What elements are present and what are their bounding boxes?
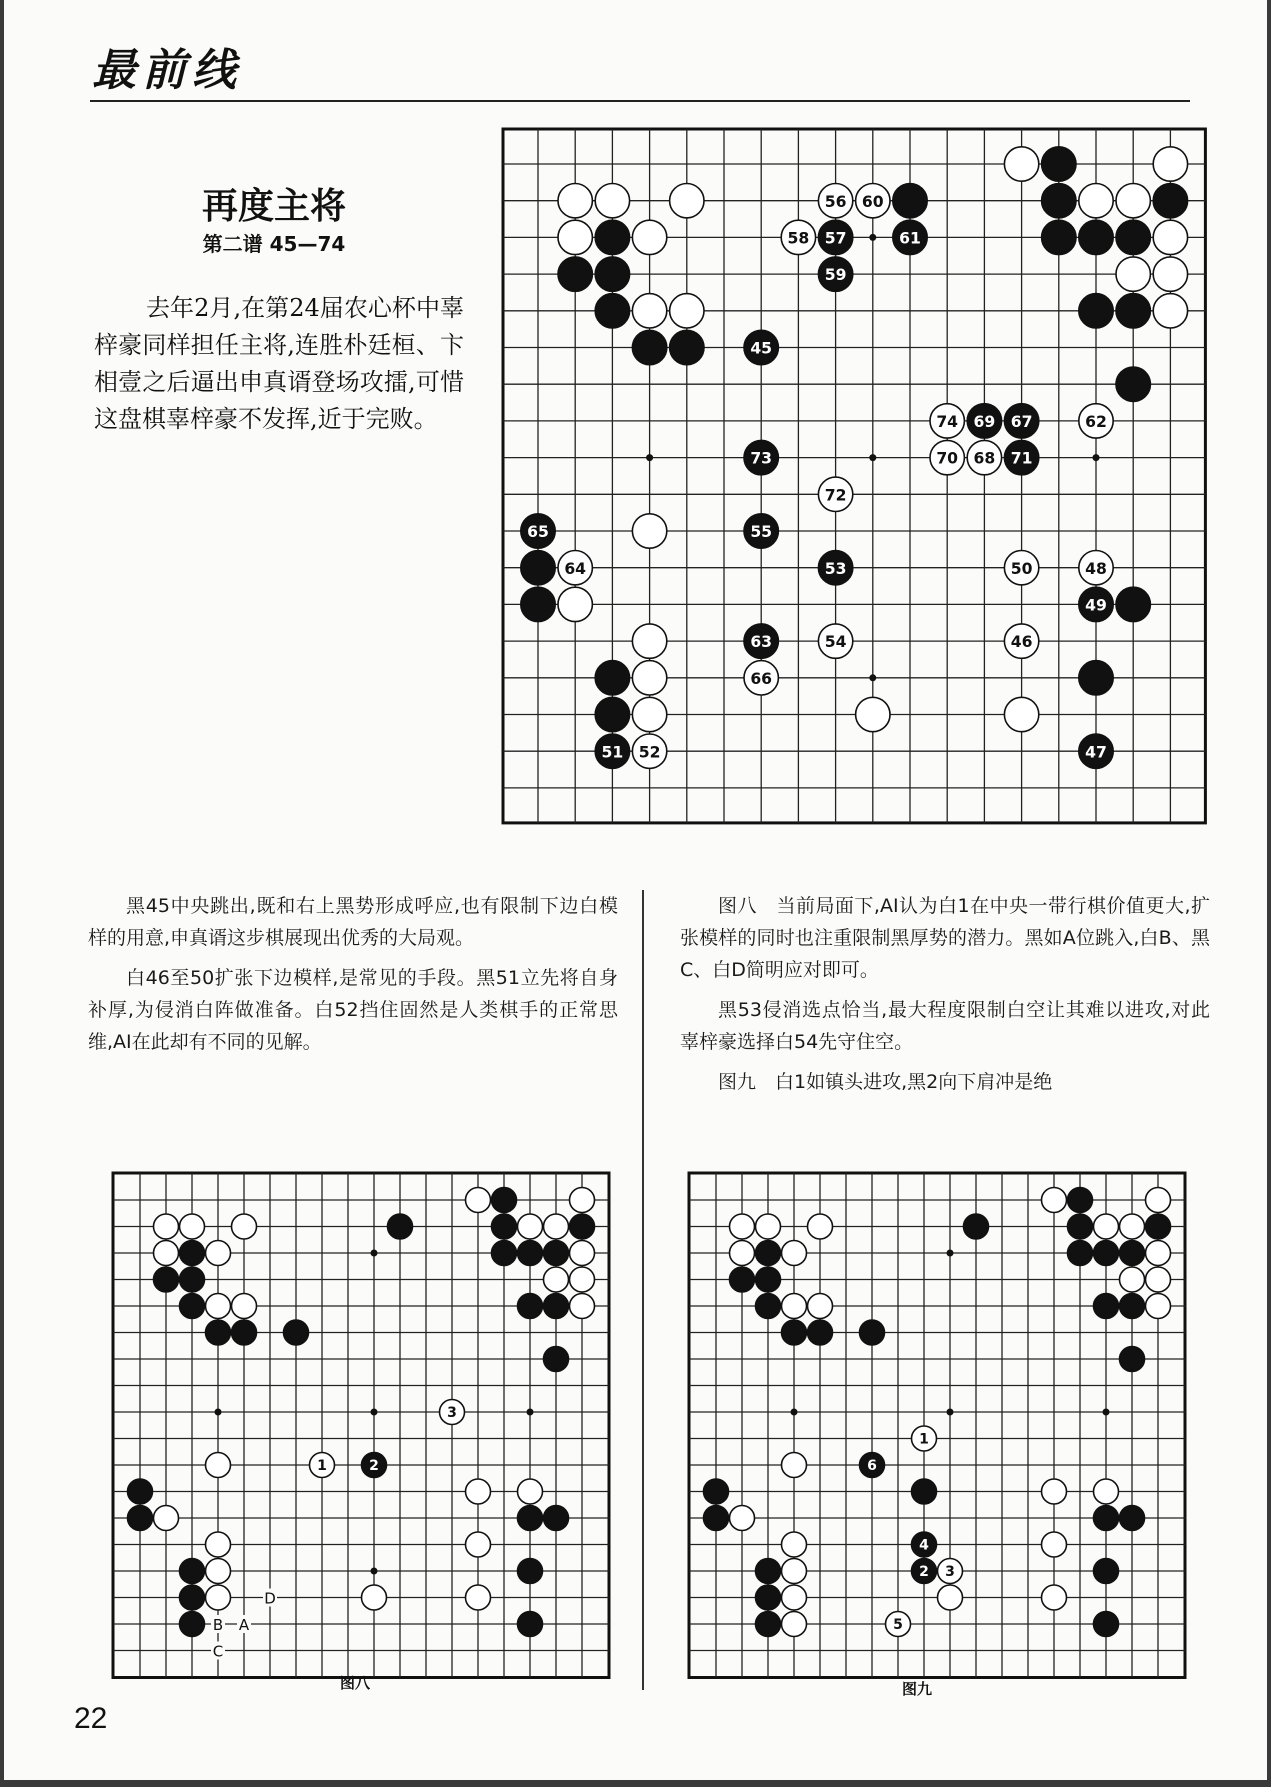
article-title: 再度主将 xyxy=(201,186,346,227)
white-stone xyxy=(558,184,592,218)
white-stone-move-64 xyxy=(558,551,592,585)
black-stone xyxy=(756,1559,781,1584)
position-letter-D: D xyxy=(264,1589,276,1608)
black-stone xyxy=(1079,220,1113,254)
black-stone xyxy=(595,257,629,291)
black-stone xyxy=(492,1241,517,1266)
white-stone-move-52 xyxy=(632,734,666,768)
black-stone-move-55 xyxy=(744,514,778,548)
white-stone xyxy=(544,1214,569,1239)
black-stone xyxy=(1042,220,1076,254)
move-number: 56 xyxy=(824,191,847,211)
left-text-column xyxy=(88,890,618,1066)
black-stone xyxy=(492,1214,517,1239)
white-stone xyxy=(632,624,666,658)
white-stone xyxy=(1120,1267,1145,1292)
white-stone xyxy=(570,1267,595,1292)
move-number: 5 xyxy=(893,1617,903,1634)
black-stone xyxy=(595,294,629,328)
go-board-figure-8 xyxy=(112,1172,598,1660)
white-stone xyxy=(1004,697,1038,731)
white-stone xyxy=(782,1612,807,1637)
black-stone-move-4 xyxy=(912,1532,937,1557)
white-stone-move-54 xyxy=(818,624,852,658)
black-stone xyxy=(1068,1241,1093,1266)
white-stone xyxy=(632,220,666,254)
black-stone xyxy=(518,1612,543,1637)
move-number: 59 xyxy=(824,265,847,285)
black-stone xyxy=(1079,294,1113,328)
black-stone xyxy=(1153,184,1187,218)
move-number: 52 xyxy=(638,742,661,762)
move-number: 2 xyxy=(919,1564,929,1581)
black-stone xyxy=(232,1320,257,1345)
white-stone xyxy=(1094,1214,1119,1239)
black-stone xyxy=(756,1294,781,1319)
move-number: 70 xyxy=(936,448,959,468)
black-stone-move-2 xyxy=(362,1453,387,1478)
move-number: 67 xyxy=(1010,412,1033,432)
move-number: 63 xyxy=(750,632,773,652)
white-stone-move-56 xyxy=(818,184,852,218)
star-point xyxy=(215,1409,222,1416)
move-number: 6 xyxy=(867,1458,877,1475)
white-stone-move-68 xyxy=(967,440,1001,474)
black-stone-move-61 xyxy=(893,220,927,254)
black-stone xyxy=(1079,661,1113,695)
black-stone-move-57 xyxy=(818,220,852,254)
black-stone xyxy=(1094,1559,1119,1584)
black-stone xyxy=(180,1612,205,1637)
white-stone xyxy=(670,184,704,218)
move-number: 51 xyxy=(601,742,624,762)
white-stone xyxy=(1042,1188,1067,1213)
star-point xyxy=(869,234,876,241)
black-stone xyxy=(595,661,629,695)
black-stone xyxy=(704,1479,729,1504)
white-stone xyxy=(1042,1585,1067,1610)
white-stone xyxy=(756,1214,781,1239)
white-stone xyxy=(632,514,666,548)
white-stone xyxy=(544,1267,569,1292)
move-number: 65 xyxy=(527,522,549,542)
black-stone-move-63 xyxy=(744,624,778,658)
black-stone xyxy=(544,1347,569,1372)
black-stone xyxy=(704,1506,729,1531)
black-stone xyxy=(893,184,927,218)
black-stone xyxy=(730,1267,755,1292)
move-number: 66 xyxy=(750,668,773,688)
white-stone xyxy=(570,1241,595,1266)
move-number: 45 xyxy=(750,338,773,358)
white-stone xyxy=(632,294,666,328)
star-point xyxy=(371,1409,378,1416)
black-stone xyxy=(1116,220,1150,254)
black-stone xyxy=(1146,1214,1171,1239)
paragraph: 黑45中央跳出,既和右上黑势形成呼应,也有限制下边白模样的用意,申真谞这步棋展现出优秀的大局观。 xyxy=(88,895,618,949)
move-number: 64 xyxy=(564,558,587,578)
paragraph: 黑53侵消选点恰当,最大程度限制白空让其难以进攻,对此辜梓豪选择白54先守住空。 xyxy=(680,999,1210,1053)
white-stone xyxy=(466,1585,491,1610)
black-stone xyxy=(756,1585,781,1610)
black-stone xyxy=(544,1506,569,1531)
black-stone xyxy=(1042,147,1076,181)
black-stone xyxy=(782,1320,807,1345)
white-stone xyxy=(466,1188,491,1213)
white-stone-move-60 xyxy=(856,184,890,218)
move-number: 1 xyxy=(919,1431,929,1448)
white-stone-move-50 xyxy=(1004,551,1038,585)
article-intro: 去年2月,在第24届农心杯中辜梓豪同样担任主将,连胜朴廷桓、卞相壹之后逼出申真谞登场攻擂,可惜这盘棋辜梓豪不发挥,近于完败。 xyxy=(94,294,464,433)
white-stone xyxy=(730,1214,755,1239)
star-point xyxy=(947,1250,954,1257)
black-stone xyxy=(756,1267,781,1292)
black-stone xyxy=(860,1320,885,1345)
white-stone xyxy=(362,1585,387,1610)
white-stone xyxy=(206,1241,231,1266)
move-number: 62 xyxy=(1085,412,1107,432)
page-number: 22 xyxy=(74,1702,108,1735)
white-stone xyxy=(206,1585,231,1610)
black-stone xyxy=(206,1320,231,1345)
black-stone xyxy=(808,1320,833,1345)
star-point xyxy=(371,1568,378,1575)
move-number: 71 xyxy=(1010,448,1033,468)
black-stone xyxy=(180,1559,205,1584)
white-stone xyxy=(1146,1188,1171,1213)
magazine-page xyxy=(4,0,1267,1780)
figure-8-caption: 图八 xyxy=(340,1674,371,1692)
white-stone-move-74 xyxy=(930,404,964,438)
header-rule xyxy=(90,100,1190,102)
white-stone xyxy=(1116,184,1150,218)
white-stone xyxy=(782,1294,807,1319)
black-stone xyxy=(632,330,666,364)
black-stone xyxy=(1120,1347,1145,1372)
black-stone xyxy=(518,1506,543,1531)
move-number: 46 xyxy=(1010,632,1033,652)
black-stone xyxy=(1094,1241,1119,1266)
white-stone xyxy=(206,1453,231,1478)
section-header-title: 最前线 xyxy=(92,45,242,96)
position-letter-B: B xyxy=(212,1616,224,1634)
move-number: 48 xyxy=(1085,558,1107,578)
star-point xyxy=(527,1409,534,1416)
white-stone xyxy=(154,1506,179,1531)
white-stone xyxy=(1146,1294,1171,1319)
white-stone xyxy=(466,1479,491,1504)
black-stone xyxy=(154,1267,179,1292)
white-stone xyxy=(1004,147,1038,181)
black-stone xyxy=(521,551,555,585)
black-stone xyxy=(180,1585,205,1610)
black-stone xyxy=(595,220,629,254)
white-stone xyxy=(670,294,704,328)
black-stone xyxy=(1068,1188,1093,1213)
black-stone xyxy=(180,1294,205,1319)
white-stone xyxy=(782,1241,807,1266)
black-stone-move-69 xyxy=(967,404,1001,438)
white-stone xyxy=(808,1294,833,1319)
white-stone-move-66 xyxy=(744,661,778,695)
black-stone xyxy=(544,1294,569,1319)
move-number: 58 xyxy=(787,228,810,248)
white-stone xyxy=(782,1453,807,1478)
white-stone xyxy=(570,1294,595,1319)
white-stone xyxy=(1153,257,1187,291)
black-stone xyxy=(1068,1214,1093,1239)
move-number: 73 xyxy=(750,448,773,468)
white-stone-move-3 xyxy=(938,1559,963,1584)
figure-9-caption: 图九 xyxy=(902,1680,933,1698)
go-board-main xyxy=(502,128,1174,788)
white-stone xyxy=(782,1559,807,1584)
white-stone xyxy=(558,587,592,621)
black-stone xyxy=(595,697,629,731)
white-stone-move-58 xyxy=(781,220,815,254)
paragraph: 图九 白1如镇头进攻,黑2向下肩冲是绝 xyxy=(718,1071,1053,1093)
black-stone xyxy=(1094,1612,1119,1637)
black-stone xyxy=(128,1479,153,1504)
black-stone xyxy=(558,257,592,291)
move-number: 72 xyxy=(824,485,847,505)
paragraph: 图八 当前局面下,AI认为白1在中央一带行棋价值更大,扩张模样的同时也注重限制黑厚势的潜力。黑如A位跳入,白B、黑C、白D简明应对即可。 xyxy=(680,895,1210,981)
white-stone xyxy=(856,697,890,731)
white-stone xyxy=(206,1532,231,1557)
move-number: 68 xyxy=(973,448,996,468)
white-stone xyxy=(1146,1241,1171,1266)
black-stone-move-71 xyxy=(1004,440,1038,474)
black-stone-move-73 xyxy=(744,440,778,474)
move-number: 74 xyxy=(936,412,959,432)
white-stone xyxy=(595,184,629,218)
move-number: 53 xyxy=(824,558,847,578)
black-stone-move-47 xyxy=(1079,734,1113,768)
white-stone xyxy=(154,1214,179,1239)
white-stone-move-5 xyxy=(886,1612,911,1637)
black-stone xyxy=(1116,294,1150,328)
star-point xyxy=(947,1409,954,1416)
star-point xyxy=(791,1409,798,1416)
white-stone xyxy=(1153,220,1187,254)
white-stone xyxy=(1120,1214,1145,1239)
black-stone xyxy=(1094,1506,1119,1531)
white-stone-move-48 xyxy=(1079,551,1113,585)
black-stone xyxy=(1116,367,1150,401)
black-stone xyxy=(1120,1506,1145,1531)
black-stone xyxy=(180,1267,205,1292)
move-number: 2 xyxy=(369,1458,379,1475)
black-stone-move-65 xyxy=(521,514,555,548)
black-stone xyxy=(521,587,555,621)
white-stone-move-72 xyxy=(818,477,852,511)
black-stone xyxy=(128,1506,153,1531)
white-stone xyxy=(180,1214,205,1239)
white-stone-move-70 xyxy=(930,440,964,474)
black-stone xyxy=(518,1294,543,1319)
article-subtitle: 第二谱 45—74 xyxy=(202,232,346,256)
black-stone xyxy=(1042,184,1076,218)
white-stone xyxy=(206,1559,231,1584)
black-stone-move-53 xyxy=(818,551,852,585)
move-number: 3 xyxy=(447,1405,457,1422)
white-stone-move-3 xyxy=(440,1400,465,1425)
black-stone xyxy=(912,1479,937,1504)
white-stone xyxy=(1116,257,1150,291)
move-number: 47 xyxy=(1085,742,1107,762)
star-point xyxy=(869,454,876,461)
star-point xyxy=(1103,1409,1110,1416)
black-stone xyxy=(1120,1294,1145,1319)
right-text-column xyxy=(680,890,1210,1106)
column-divider xyxy=(642,890,644,1690)
position-letter-C: C xyxy=(212,1642,224,1661)
move-number: 69 xyxy=(973,412,996,432)
white-stone xyxy=(808,1214,833,1239)
black-stone xyxy=(1116,587,1150,621)
white-stone xyxy=(154,1241,179,1266)
black-stone-move-49 xyxy=(1079,587,1113,621)
white-stone xyxy=(558,220,592,254)
white-stone xyxy=(1153,147,1187,181)
white-stone xyxy=(206,1294,231,1319)
white-stone xyxy=(232,1294,257,1319)
white-stone xyxy=(782,1532,807,1557)
move-number: 4 xyxy=(919,1537,929,1554)
white-stone xyxy=(1146,1267,1171,1292)
black-stone xyxy=(756,1612,781,1637)
white-stone-move-46 xyxy=(1004,624,1038,658)
move-number: 1 xyxy=(317,1458,327,1475)
black-stone xyxy=(570,1214,595,1239)
black-stone xyxy=(284,1320,309,1345)
white-stone-move-1 xyxy=(310,1453,335,1478)
black-stone-move-2 xyxy=(912,1559,937,1584)
move-number: 60 xyxy=(861,191,884,211)
move-number: 50 xyxy=(1010,558,1033,578)
black-stone xyxy=(756,1241,781,1266)
star-point xyxy=(646,454,653,461)
white-stone-move-1 xyxy=(912,1426,937,1451)
move-number: 54 xyxy=(824,632,847,652)
white-stone xyxy=(782,1585,807,1610)
white-stone xyxy=(466,1532,491,1557)
black-stone xyxy=(180,1241,205,1266)
move-number: 55 xyxy=(750,522,773,542)
black-stone xyxy=(1120,1241,1145,1266)
black-stone-move-45 xyxy=(744,330,778,364)
black-stone xyxy=(1094,1294,1119,1319)
black-stone xyxy=(544,1241,569,1266)
move-number: 61 xyxy=(899,228,921,248)
black-stone xyxy=(388,1214,413,1239)
black-stone xyxy=(492,1188,517,1213)
paragraph: 白46至50扩张下边模样,是常见的手段。黑51立先将自身补厚,为侵消白阵做准备。白52挡住固然是人类棋手的正常思维,AI在此却有不同的见解。 xyxy=(88,967,618,1053)
star-point xyxy=(869,674,876,681)
position-letter-A: A xyxy=(238,1616,250,1634)
white-stone xyxy=(1079,184,1113,218)
black-stone xyxy=(518,1559,543,1584)
black-stone xyxy=(964,1214,989,1239)
white-stone xyxy=(1094,1479,1119,1504)
white-stone xyxy=(632,661,666,695)
white-stone xyxy=(1153,294,1187,328)
white-stone xyxy=(1042,1479,1067,1504)
white-stone xyxy=(632,697,666,731)
white-stone xyxy=(570,1188,595,1213)
move-number: 49 xyxy=(1085,595,1107,615)
white-stone xyxy=(232,1214,257,1239)
move-number: 57 xyxy=(824,228,847,248)
black-stone-move-67 xyxy=(1004,404,1038,438)
white-stone xyxy=(730,1506,755,1531)
white-stone xyxy=(518,1479,543,1504)
white-stone xyxy=(938,1585,963,1610)
go-board-figure-9 xyxy=(688,1172,1174,1660)
black-stone xyxy=(518,1241,543,1266)
black-stone-move-51 xyxy=(595,734,629,768)
star-point xyxy=(1093,454,1100,461)
white-stone-move-62 xyxy=(1079,404,1113,438)
white-stone xyxy=(730,1241,755,1266)
black-stone xyxy=(670,330,704,364)
black-stone-move-6 xyxy=(860,1453,885,1478)
black-stone-move-59 xyxy=(818,257,852,291)
move-number: 3 xyxy=(945,1564,955,1581)
white-stone xyxy=(1042,1532,1067,1557)
white-stone xyxy=(518,1214,543,1239)
star-point xyxy=(371,1250,378,1257)
